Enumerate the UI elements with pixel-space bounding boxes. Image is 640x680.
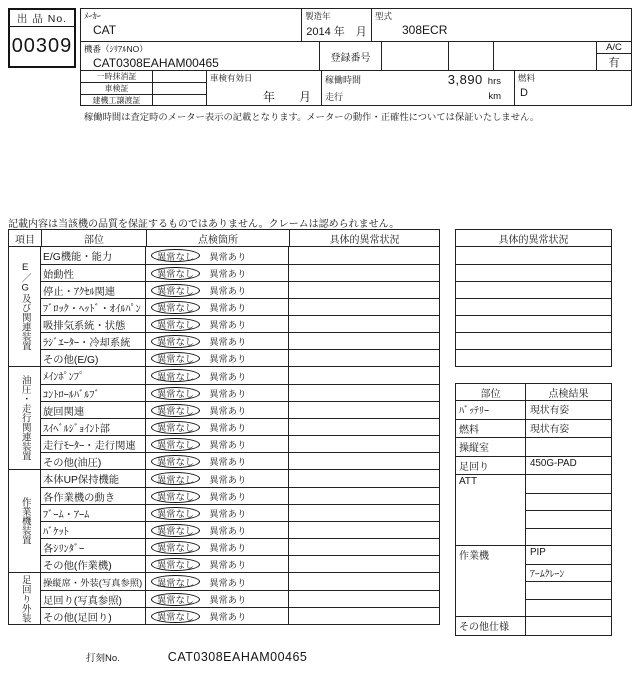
- result-part: 操縦室: [456, 438, 526, 456]
- machine-info-row-2: [81, 41, 631, 70]
- inspection-row: [41, 607, 439, 624]
- ok-circled-mark: 異常なし: [151, 318, 200, 331]
- abnormal-detail-cell: [289, 573, 439, 590]
- abnormal-detail-cell: [289, 299, 439, 315]
- header-abnormal-detail: 具体的異常状況: [289, 230, 439, 246]
- result-row: [456, 545, 611, 616]
- result-table-header: [456, 384, 611, 401]
- check-cell: [146, 367, 289, 384]
- part-name: その他(作業機): [41, 556, 146, 572]
- serial-cell: [81, 42, 319, 70]
- part-name: ﾌﾞﾛｯｸ・ﾍｯﾄﾞ・ｵｲﾙﾊﾟﾝ: [41, 299, 146, 315]
- header-item: 項目: [15, 234, 35, 246]
- abnormal-detail-cell: [289, 265, 439, 281]
- check-cell: [146, 539, 289, 555]
- part-name: その他(油圧): [41, 453, 146, 469]
- inspection-row: [41, 504, 439, 521]
- ng-option: 異常あり: [209, 612, 247, 622]
- result-value: 現状有姿: [530, 405, 570, 416]
- part-name: ｽｲﾍﾞﾙｼﾞｮｲﾝﾄ部: [41, 419, 146, 435]
- operating-hours-label: 稼働時間: [325, 75, 362, 85]
- abnormal-detail-cell: [289, 333, 439, 349]
- maker-value: CAT: [93, 23, 117, 37]
- fuel-label: 燃料: [518, 73, 536, 83]
- abnormal-box-rows: [456, 247, 611, 366]
- abnormal-detail-cell: [289, 505, 439, 521]
- check-cell: [146, 299, 289, 315]
- check-cell: [146, 265, 289, 281]
- group-label: 作業機装置: [9, 470, 41, 572]
- abnormal-detail-row: [456, 281, 611, 298]
- serial-value: CAT0308EAHAM00465: [93, 56, 219, 70]
- result-value: [526, 617, 611, 635]
- inspection-row: [41, 487, 439, 504]
- cert-row: [81, 94, 206, 105]
- ng-option: 異常あり: [209, 543, 247, 553]
- abnormal-detail-cell: [289, 453, 439, 469]
- part-name: 本体UP保持機能: [41, 470, 146, 487]
- inspection-row: [41, 298, 439, 315]
- inspection-group: [9, 469, 439, 572]
- cert-value-cell: [153, 95, 206, 105]
- result-value: 現状有姿: [530, 423, 570, 435]
- check-cell: [146, 419, 289, 435]
- header-check-point: 点検箇所: [146, 230, 289, 246]
- inspection-row: [41, 401, 439, 418]
- ac-value: 有: [608, 57, 620, 69]
- ok-circled-mark: 異常なし: [151, 284, 200, 297]
- result-value: [526, 475, 611, 493]
- result-value: [526, 510, 611, 528]
- abnormal-detail-cell: [289, 350, 439, 366]
- ok-circled-mark: 異常なし: [151, 301, 200, 314]
- mileage-line: [322, 88, 514, 105]
- part-name: E/G機能・能力: [41, 247, 146, 264]
- ok-circled-mark: 異常なし: [151, 472, 200, 485]
- model-value: 308ECR: [402, 23, 448, 37]
- ng-option: 異常あり: [209, 337, 247, 347]
- abnormal-detail-cell: [289, 247, 439, 264]
- inspection-row: [41, 247, 439, 264]
- ok-circled-mark: 異常なし: [151, 335, 200, 348]
- result-part: 燃料: [456, 420, 526, 438]
- machine-info-table: [80, 8, 632, 106]
- part-name: その他(足回り): [41, 608, 146, 624]
- result-part: 作業機: [456, 546, 526, 616]
- ok-circled-mark: 異常なし: [151, 575, 200, 588]
- result-value: [526, 528, 611, 546]
- ng-option: 異常あり: [209, 286, 247, 296]
- check-cell: [146, 282, 289, 298]
- inspection-row: [41, 264, 439, 281]
- check-cell: [146, 505, 289, 521]
- abnormal-detail-cell: [289, 522, 439, 538]
- ng-option: 異常あり: [209, 474, 247, 485]
- ok-circled-mark: 異常なし: [151, 438, 200, 451]
- cert-label: 建機工譲渡証: [81, 95, 153, 105]
- inspection-row: [41, 470, 439, 487]
- manufacture-year-cell: [301, 9, 371, 41]
- abnormal-detail-cell: [289, 282, 439, 298]
- inspection-table: [8, 229, 440, 625]
- abnormal-detail-cell: [289, 591, 439, 607]
- check-cell: [146, 522, 289, 538]
- empty-cell: [381, 42, 448, 70]
- group-label: 油圧・走行関連装置: [9, 367, 41, 469]
- header-part: 部位: [41, 230, 146, 246]
- inspection-table-header: [9, 230, 439, 247]
- group-label: E／G及び関連装置: [9, 247, 41, 366]
- stamp-number-label: 打刻No.: [86, 653, 120, 664]
- ng-option: 異常あり: [209, 406, 247, 416]
- result-value: PIP: [530, 547, 546, 558]
- cert-label: 車検証: [81, 83, 153, 94]
- ng-option: 異常あり: [209, 560, 247, 570]
- ok-circled-mark: 異常なし: [151, 593, 200, 606]
- ok-circled-mark: 異常なし: [151, 369, 200, 382]
- ok-circled-mark: 異常なし: [151, 249, 200, 262]
- result-part: 足回り: [456, 457, 526, 475]
- abnormal-detail-row: [456, 315, 611, 332]
- ok-circled-mark: 異常なし: [151, 490, 200, 503]
- inspection-row: [41, 435, 439, 452]
- result-value: 450G-PAD: [530, 457, 577, 469]
- part-name: ﾊﾞｹｯﾄ: [41, 522, 146, 538]
- check-cell: [146, 453, 289, 469]
- ng-option: 異常あり: [209, 526, 247, 536]
- result-row: [456, 437, 611, 456]
- ng-option: 異常あり: [209, 595, 247, 605]
- part-name: 操縦席・外装(写真参照): [41, 573, 146, 590]
- fuel-value: D: [520, 87, 528, 99]
- inspection-row: [41, 590, 439, 607]
- abnormal-detail-row: [456, 298, 611, 315]
- ng-option: 異常あり: [209, 354, 247, 364]
- part-name: 旋回関連: [41, 402, 146, 418]
- exhibit-no-label: 出 品 No.: [10, 10, 74, 27]
- abnormal-detail-cell: [289, 316, 439, 332]
- ng-option: 異常あり: [209, 371, 247, 382]
- inspection-group: [9, 572, 439, 624]
- abnormal-detail-cell: [289, 436, 439, 452]
- result-value: [526, 599, 611, 617]
- cert-label: 一時抹消証: [81, 71, 153, 82]
- part-name: ﾌﾞｰﾑ・ｱｰﾑ: [41, 505, 146, 521]
- result-row: [456, 401, 611, 419]
- abnormal-detail-cell: [289, 419, 439, 435]
- inspection-row: [41, 349, 439, 366]
- cert-value-cell: [153, 83, 206, 94]
- result-header-part: 部位: [456, 384, 526, 400]
- ng-option: 異常あり: [209, 303, 247, 313]
- operating-hours-value: 3,890: [447, 72, 483, 87]
- inspection-validity-value: 年 月: [262, 90, 311, 104]
- abnormal-detail-cell: [289, 385, 439, 401]
- inspection-row: [41, 281, 439, 298]
- part-name: 各作業機の動き: [41, 488, 146, 504]
- inspection-group: [9, 247, 439, 366]
- result-value: [526, 493, 611, 511]
- ok-circled-mark: 異常なし: [151, 558, 200, 571]
- check-cell: [146, 591, 289, 607]
- operating-hours-cell: [321, 71, 514, 105]
- inspection-row: [41, 521, 439, 538]
- maker-cell: [81, 9, 301, 41]
- abnormal-detail-cell: [289, 488, 439, 504]
- ng-option: 異常あり: [209, 389, 247, 399]
- ok-circled-mark: 異常なし: [151, 267, 200, 280]
- check-cell: [146, 350, 289, 366]
- abnormal-detail-box-header: 具体的異常状況: [456, 230, 611, 247]
- ok-circled-mark: 異常なし: [151, 524, 200, 537]
- group-label: 足回り外装: [9, 573, 41, 624]
- ok-circled-mark: 異常なし: [151, 352, 200, 365]
- inspection-row: [41, 573, 439, 590]
- ng-option: 異常あり: [209, 440, 247, 450]
- abnormal-detail-row: [456, 264, 611, 281]
- result-value: [526, 581, 611, 599]
- operating-hours-line: [322, 71, 514, 88]
- cert-row: [81, 82, 206, 94]
- result-row: [456, 456, 611, 475]
- fuel-cell: [514, 71, 631, 105]
- empty-cell: [493, 42, 596, 70]
- part-name: 吸排気系統・状態: [41, 316, 146, 332]
- ok-circled-mark: 異常なし: [151, 455, 200, 468]
- ng-option: 異常あり: [209, 320, 247, 330]
- abnormal-detail-cell: [289, 470, 439, 487]
- inspection-row: [41, 555, 439, 572]
- abnormal-detail-row: [456, 349, 611, 366]
- ok-circled-mark: 異常なし: [151, 507, 200, 520]
- result-header-result: 点検結果: [548, 388, 589, 400]
- result-part: ATT: [456, 475, 526, 545]
- check-cell: [146, 385, 289, 401]
- result-part: その他仕様: [456, 617, 526, 635]
- registration-number-label: 登録番号: [330, 52, 371, 64]
- ok-circled-mark: 異常なし: [151, 404, 200, 417]
- mileage-unit: km: [488, 91, 501, 102]
- stamp-number-value: CAT0308EAHAM00465: [167, 650, 308, 664]
- result-value: [526, 438, 611, 456]
- quality-disclaimer-note: 記載内容は当該機の品質を保証するものではありません。クレームは認められません。: [8, 219, 400, 230]
- inspection-row: [41, 538, 439, 555]
- meter-disclaimer-note: 稼働時間は査定時のメーター表示の記載となります。メーターの動作・正確性については保証いたしません。: [84, 112, 540, 122]
- exhibit-number-box: [8, 8, 76, 68]
- ng-option: 異常あり: [209, 492, 247, 502]
- cert-value-cell: [153, 71, 206, 82]
- manufacture-year-value: 2014 年 月: [306, 26, 367, 38]
- inspection-row: [41, 418, 439, 435]
- result-table-body: [456, 401, 611, 635]
- ng-option: 異常あり: [209, 577, 247, 588]
- ng-option: 異常あり: [209, 269, 247, 279]
- abnormal-detail-cell: [289, 608, 439, 624]
- abnormal-detail-row: [456, 332, 611, 349]
- check-cell: [146, 573, 289, 590]
- check-cell: [146, 402, 289, 418]
- result-row: [456, 419, 611, 438]
- inspection-validity-cell: [206, 71, 321, 105]
- part-name: 足回り(写真参照): [41, 591, 146, 607]
- abnormal-detail-box: [455, 229, 612, 367]
- check-cell: [146, 316, 289, 332]
- registration-number-cell: [319, 42, 381, 70]
- part-name: 走行ﾓｰﾀｰ・走行関連: [41, 436, 146, 452]
- check-cell: [146, 608, 289, 624]
- manufacture-year-label: 製造年: [305, 11, 331, 21]
- ok-circled-mark: 異常なし: [151, 387, 200, 400]
- abnormal-detail-cell: [289, 539, 439, 555]
- ng-option: 異常あり: [209, 251, 247, 262]
- inspection-row: [41, 384, 439, 401]
- part-name: その他(E/G): [41, 350, 146, 366]
- ok-circled-mark: 異常なし: [151, 421, 200, 434]
- inspection-validity-label: 車検有効日: [210, 73, 253, 83]
- ok-circled-mark: 異常なし: [151, 610, 200, 623]
- cert-rows: [81, 71, 206, 105]
- ng-option: 異常あり: [209, 509, 247, 519]
- part-name: 停止・ｱｸｾﾙ関連: [41, 282, 146, 298]
- check-cell: [146, 488, 289, 504]
- inspection-table-body: [9, 247, 439, 624]
- part-name: 始動性: [41, 265, 146, 281]
- inspection-row: [41, 332, 439, 349]
- model-label: 型式: [375, 11, 393, 21]
- result-part: ﾊﾞｯﾃﾘｰ: [456, 401, 526, 419]
- check-cell: [146, 470, 289, 487]
- model-cell: [371, 9, 631, 41]
- maker-label: ﾒｰｶｰ: [84, 11, 102, 21]
- ng-option: 異常あり: [209, 423, 247, 433]
- ac-cell: [596, 42, 631, 70]
- check-cell: [146, 436, 289, 452]
- ok-circled-mark: 異常なし: [151, 541, 200, 554]
- abnormal-detail-row: [456, 247, 611, 264]
- check-cell: [146, 247, 289, 264]
- machine-info-row-3: [81, 70, 631, 105]
- inspection-row: [41, 315, 439, 332]
- inspection-group: [9, 366, 439, 469]
- part-name: 各ｼﾘﾝﾀﾞｰ: [41, 539, 146, 555]
- check-cell: [146, 333, 289, 349]
- ac-label: A/C: [597, 42, 631, 54]
- inspection-row: [41, 452, 439, 469]
- exhibit-no-value: 00309: [11, 35, 73, 57]
- check-cell: [146, 556, 289, 572]
- inspection-row: [41, 367, 439, 384]
- operating-hours-unit: hrs: [487, 76, 501, 87]
- part-name: ﾗｼﾞｴｰﾀｰ・冷却系統: [41, 333, 146, 349]
- empty-cell: [448, 42, 493, 70]
- abnormal-detail-cell: [289, 367, 439, 384]
- part-name: ｺﾝﾄﾛｰﾙﾊﾞﾙﾌﾞ: [41, 385, 146, 401]
- result-row: [456, 616, 611, 635]
- ng-option: 異常あり: [209, 457, 247, 467]
- result-row: [456, 474, 611, 545]
- mileage-label: 走行: [325, 92, 344, 102]
- stamp-number-row: [86, 650, 307, 664]
- machine-info-row-1: [81, 9, 631, 41]
- cert-row: [81, 71, 206, 82]
- abnormal-detail-cell: [289, 402, 439, 418]
- result-table: [455, 383, 612, 636]
- result-value: ｱｰﾑｸﾚｰﾝ: [526, 564, 611, 582]
- serial-label: 機番（ｼﾘｱﾙNO）: [84, 44, 148, 54]
- part-name: ﾒｲﾝﾎﾟﾝﾌﾟ: [41, 367, 146, 384]
- abnormal-detail-cell: [289, 556, 439, 572]
